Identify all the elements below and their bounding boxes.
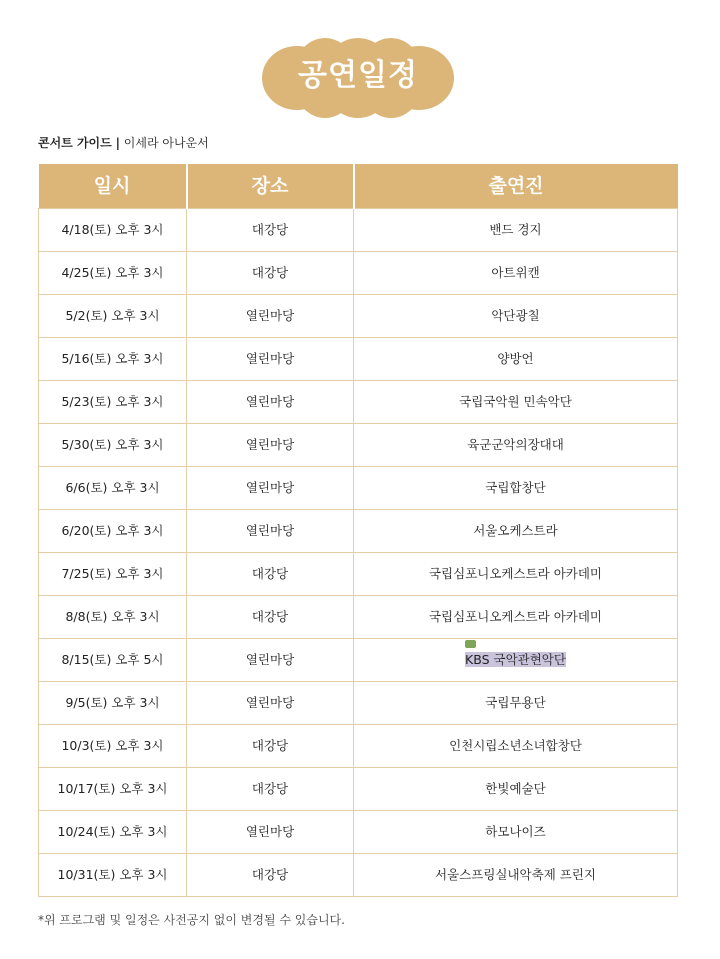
schedule-table bbox=[38, 164, 678, 897]
venue-cell bbox=[187, 725, 354, 768]
venue-cell-text: 대강당 bbox=[251, 738, 289, 753]
venue-cell bbox=[187, 381, 354, 424]
date-cell-text: 5/16(토) 오후 3시 bbox=[61, 351, 164, 366]
venue-cell-text: 열린마당 bbox=[245, 480, 295, 495]
performers-cell-text: 하모나이즈 bbox=[485, 824, 546, 839]
table-row bbox=[39, 381, 678, 424]
venue-cell bbox=[187, 209, 354, 252]
date-cell-text: 8/8(토) 오후 3시 bbox=[65, 609, 160, 624]
date-cell-text: 4/18(토) 오후 3시 bbox=[61, 222, 164, 237]
performers-cell-text: 국립무용단 bbox=[485, 695, 546, 710]
venue-cell-text: 열린마당 bbox=[245, 652, 295, 667]
performers-cell-text: 아트위캔 bbox=[491, 265, 540, 280]
date-cell-text: 10/24(토) 오후 3시 bbox=[57, 824, 168, 839]
venue-cell-text: 열린마당 bbox=[245, 695, 295, 710]
venue-cell-text: 열린마당 bbox=[245, 523, 295, 538]
date-cell bbox=[39, 639, 187, 682]
venue-cell-text: 열린마당 bbox=[245, 824, 295, 839]
venue-cell-text: 대강당 bbox=[251, 222, 289, 237]
performers-cell-text: 국립국악원 민속악단 bbox=[459, 394, 572, 409]
date-cell bbox=[39, 682, 187, 725]
venue-cell bbox=[187, 424, 354, 467]
page-title: 공연일정 bbox=[298, 58, 418, 93]
performers-cell-text: 국립심포니오케스트라 아카데미 bbox=[428, 566, 603, 581]
performers-cell bbox=[354, 295, 678, 338]
table-row bbox=[39, 768, 678, 811]
performers-cell-text: 육군군악의장대대 bbox=[467, 437, 564, 452]
venue-cell-text: 열린마당 bbox=[245, 351, 295, 366]
date-cell-text: 10/3(토) 오후 3시 bbox=[61, 738, 164, 753]
table-row bbox=[39, 338, 678, 381]
performers-cell bbox=[354, 854, 678, 897]
performers-cell-text: 악단광칠 bbox=[491, 308, 540, 323]
performers-cell bbox=[354, 682, 678, 725]
date-cell bbox=[39, 553, 187, 596]
guide-line bbox=[38, 134, 209, 152]
venue-cell-text: 대강당 bbox=[251, 867, 289, 882]
table-row bbox=[39, 811, 678, 854]
performers-cell-text: KBS 국악관현악단 bbox=[465, 652, 566, 667]
table-row bbox=[39, 725, 678, 768]
date-cell-text: 10/17(토) 오후 3시 bbox=[57, 781, 168, 796]
venue-cell bbox=[187, 467, 354, 510]
date-cell bbox=[39, 811, 187, 854]
table-row bbox=[39, 682, 678, 725]
date-cell-text: 6/6(토) 오후 3시 bbox=[65, 480, 160, 495]
performers-cell bbox=[354, 424, 678, 467]
date-cell-text: 5/2(토) 오후 3시 bbox=[65, 308, 160, 323]
venue-cell bbox=[187, 854, 354, 897]
performers-cell-text: 서울스프링실내악축제 프린지 bbox=[435, 867, 596, 882]
performers-cell bbox=[354, 596, 678, 639]
venue-cell bbox=[187, 338, 354, 381]
venue-cell bbox=[187, 295, 354, 338]
venue-cell bbox=[187, 252, 354, 295]
table-row bbox=[39, 596, 678, 639]
date-cell-text: 5/23(토) 오후 3시 bbox=[61, 394, 164, 409]
header-date: 일시 bbox=[39, 164, 187, 209]
guide-separator: | bbox=[115, 136, 120, 150]
performers-cell-text: 국립심포니오케스트라 아카데미 bbox=[428, 609, 603, 624]
performers-cell bbox=[354, 209, 678, 252]
title-badge bbox=[262, 38, 454, 118]
table-row bbox=[39, 854, 678, 897]
date-cell bbox=[39, 381, 187, 424]
performers-cell-text: 인천시립소년소녀합창단 bbox=[449, 738, 582, 753]
schedule-section bbox=[38, 164, 678, 959]
date-cell bbox=[39, 424, 187, 467]
highlighted-text bbox=[465, 651, 566, 669]
date-cell bbox=[39, 338, 187, 381]
date-cell bbox=[39, 252, 187, 295]
table-header bbox=[39, 164, 678, 209]
table-row bbox=[39, 209, 678, 252]
date-cell-text: 4/25(토) 오후 3시 bbox=[61, 265, 164, 280]
performers-cell bbox=[354, 510, 678, 553]
date-cell bbox=[39, 467, 187, 510]
date-cell bbox=[39, 209, 187, 252]
venue-cell bbox=[187, 639, 354, 682]
performers-cell-text: 서울오케스트라 bbox=[473, 523, 558, 538]
performers-cell bbox=[354, 467, 678, 510]
header-performers: 출연진 bbox=[354, 164, 678, 209]
venue-cell-text: 대강당 bbox=[251, 566, 289, 581]
table-row bbox=[39, 510, 678, 553]
venue-cell-text: 열린마당 bbox=[245, 394, 295, 409]
date-cell bbox=[39, 768, 187, 811]
table-row bbox=[39, 424, 678, 467]
performers-cell bbox=[354, 381, 678, 424]
venue-cell-text: 대강당 bbox=[251, 265, 289, 280]
performers-cell-text: 양방언 bbox=[497, 351, 534, 366]
venue-cell bbox=[187, 682, 354, 725]
venue-cell bbox=[187, 510, 354, 553]
performers-cell bbox=[354, 639, 678, 682]
venue-cell bbox=[187, 811, 354, 854]
performers-cell bbox=[354, 811, 678, 854]
date-cell-text: 7/25(토) 오후 3시 bbox=[61, 566, 164, 581]
performers-cell-text: 밴드 경지 bbox=[489, 222, 542, 237]
header-venue: 장소 bbox=[187, 164, 354, 209]
performers-cell-text: 한빛예술단 bbox=[485, 781, 546, 796]
performers-cell bbox=[354, 725, 678, 768]
venue-cell bbox=[187, 768, 354, 811]
date-cell bbox=[39, 596, 187, 639]
venue-cell bbox=[187, 553, 354, 596]
venue-cell-text: 대강당 bbox=[251, 781, 289, 796]
performers-cell-text: 국립합창단 bbox=[485, 480, 546, 495]
date-cell bbox=[39, 725, 187, 768]
venue-cell-text: 열린마당 bbox=[245, 437, 295, 452]
date-cell bbox=[39, 854, 187, 897]
table-row bbox=[39, 467, 678, 510]
comment-icon[interactable] bbox=[465, 640, 476, 648]
date-cell bbox=[39, 295, 187, 338]
table-row bbox=[39, 553, 678, 596]
venue-cell-text: 열린마당 bbox=[245, 308, 295, 323]
date-cell-text: 6/20(토) 오후 3시 bbox=[61, 523, 164, 538]
footnote: *위 프로그램 및 일정은 사전공지 없이 변경될 수 있습니다. bbox=[38, 913, 345, 927]
performers-cell bbox=[354, 553, 678, 596]
venue-cell-text: 대강당 bbox=[251, 609, 289, 624]
date-cell bbox=[39, 510, 187, 553]
performers-cell bbox=[354, 338, 678, 381]
date-cell-text: 10/31(토) 오후 3시 bbox=[57, 867, 168, 882]
date-cell-text: 5/30(토) 오후 3시 bbox=[61, 437, 164, 452]
venue-cell bbox=[187, 596, 354, 639]
date-cell-text: 9/5(토) 오후 3시 bbox=[65, 695, 160, 710]
guide-label: 콘서트 가이드 bbox=[38, 136, 112, 150]
guide-host: 이세라 아나운서 bbox=[123, 136, 209, 150]
table-row bbox=[39, 295, 678, 338]
date-cell-text: 8/15(토) 오후 5시 bbox=[61, 652, 164, 667]
table-row bbox=[39, 639, 678, 682]
performers-cell bbox=[354, 768, 678, 811]
performers-cell bbox=[354, 252, 678, 295]
table-row bbox=[39, 252, 678, 295]
